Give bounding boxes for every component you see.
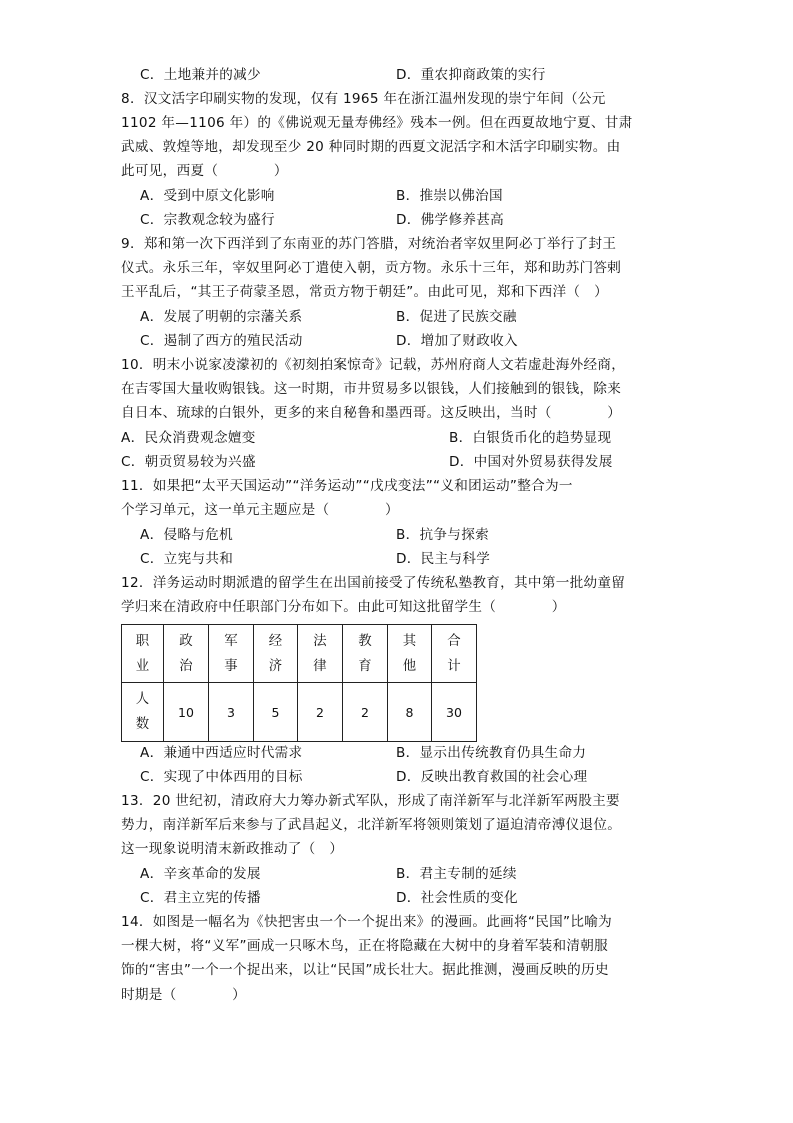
question-12-stem-line: 学归来在清政府中任职部门分布如下。由此可知这批留学生（ ）: [121, 599, 566, 615]
table-cell: 2: [298, 683, 343, 742]
option-d: D．民主与科学: [396, 551, 491, 567]
question-8-stem-line: 武威、敦煌等地，却发现至少 20 种同时期的西夏文泥活字和木活字印刷实物。由: [121, 139, 621, 155]
option-b: B．白银货币化的趋势显现: [449, 430, 612, 446]
option-c: C．君主立宪的传播: [140, 890, 261, 906]
question-9-stem-line: 王平乱后，“其王子荷蒙圣恩，常贡方物于朝廷”。由此可见，郑和下西洋（ ）: [121, 284, 609, 300]
question-9-stem-line: 仪式。永乐三年，宰奴里阿必丁遣使入朝，贡方物。永乐十三年，郑和助苏门答剌: [121, 260, 622, 276]
option-c: C．宗教观念较为盛行: [140, 212, 275, 228]
question-8-stem-line: 8．汉文活字印刷实物的发现，仅有 1965 年在浙江温州发现的崇宁年间（公元: [121, 91, 606, 107]
table-cell: 30: [432, 683, 477, 742]
table-header-cell: 法 律: [298, 625, 343, 683]
table-cell: 3: [209, 683, 254, 742]
option-d: D．反映出教育救国的社会心理: [396, 769, 588, 785]
question-10-stem-line: 在吉零国大量收购银钱。这一时期，市井贸易多以银钱，人们接触到的银钱，除来: [121, 381, 622, 397]
question-12-stem-line: 12．洋务运动时期派遣的留学生在出国前接受了传统私塾教育，其中第一批幼童留: [121, 575, 626, 591]
option-d: D．佛学修养甚高: [396, 212, 505, 228]
option-a: A．侵略与危机: [140, 527, 233, 543]
question-13-stem-line: 势力，南洋新军后来参与了武昌起义，北洋新军将领则策划了逼迫清帝溥仪退位。: [121, 817, 622, 833]
option-a: A．受到中原文化影响: [140, 188, 275, 204]
option-c: C．立宪与共和: [140, 551, 234, 567]
table-header-cell: 政 治: [164, 625, 209, 683]
table-header-row: [122, 625, 477, 683]
question-11-stem-line: 11．如果把“太平天国运动”“洋务运动”“戊戌变法”“义和团运动”整合为一: [121, 478, 573, 494]
table-header-cell: 其 他: [388, 625, 432, 683]
option-b: B．君主专制的延续: [396, 866, 517, 882]
question-10-stem-line: 自日本、琉球的白银外，更多的来自秘鲁和墨西哥。这反映出，当时（ ）: [121, 405, 622, 421]
table-row: [122, 683, 477, 742]
option-b: B．显示出传统教育仍具生命力: [396, 745, 587, 761]
question-8-stem-line: 1102 年—1106 年）的《佛说观无量寿佛经》残本一例。但在西夏故地宁夏、甘肃: [121, 115, 633, 131]
option-d: D．中国对外贸易获得发展: [449, 454, 613, 470]
occupation-distribution-table: [121, 624, 477, 742]
question-8-stem-line: 此可见，西夏（ ）: [121, 163, 288, 179]
option-c: C．土地兼并的减少: [140, 67, 261, 83]
table-cell: 2: [343, 683, 388, 742]
table-header-cell: 教 育: [343, 625, 388, 683]
table-header-cell: 合 计: [432, 625, 477, 683]
table-cell: 10: [164, 683, 209, 742]
option-a: A．民众消费观念嬗变: [121, 430, 256, 446]
option-a: A．兼通中西适应时代需求: [140, 745, 303, 761]
table-cell: 8: [388, 683, 432, 742]
option-d: D．增加了财政收入: [396, 333, 518, 349]
question-13-stem-line: 这一现象说明清末新政推动了（ ）: [121, 841, 344, 857]
option-d: D．重农抑商政策的实行: [396, 67, 546, 83]
question-9-stem-line: 9．郑和第一次下西洋到了东南亚的苏门答腊，对统治者宰奴里阿必丁举行了封王: [121, 236, 617, 252]
table-header-cell: 经 济: [254, 625, 298, 683]
table-header-cell: 军 事: [209, 625, 254, 683]
table-row-label: 人 数: [122, 683, 164, 742]
question-10-stem-line: 10．明末小说家凌濛初的《初刻拍案惊奇》记载，苏州府商人文若虚赴海外经商，: [121, 357, 626, 373]
option-c: C．朝贡贸易较为兴盛: [121, 454, 256, 470]
question-13-stem-line: 13．20 世纪初，清政府大力筹办新式军队，形成了南洋新军与北洋新军两股主要: [121, 793, 620, 809]
question-14-stem-line: 14．如图是一幅名为《快把害虫一个一个捉出来》的漫画。此画将“民国”比喻为: [121, 914, 613, 930]
option-c: C．实现了中体西用的目标: [140, 769, 303, 785]
question-14-stem-line: 时期是（ ）: [121, 987, 247, 1003]
question-14-stem-line: 一棵大树，将“义军”画成一只啄木鸟，正在将隐藏在大树中的身着军装和清朝服: [121, 938, 609, 954]
table-header-cell: 职 业: [122, 625, 164, 683]
option-c: C．遏制了西方的殖民活动: [140, 333, 303, 349]
option-b: B．抗争与探索: [396, 527, 489, 543]
option-b: B．推崇以佛治国: [396, 188, 503, 204]
option-a: A．发展了明朝的宗藩关系: [140, 309, 303, 325]
option-a: A．辛亥革命的发展: [140, 866, 261, 882]
question-11-stem-line: 个学习单元，这一单元主题应是（ ）: [121, 502, 399, 518]
table-cell: 5: [254, 683, 298, 742]
option-b: B．促进了民族交融: [396, 309, 517, 325]
option-d: D．社会性质的变化: [396, 890, 518, 906]
question-14-stem-line: 饰的“害虫”一个一个捉出来，以让“民国”成长壮大。据此推测，漫画反映的历史: [121, 962, 609, 978]
